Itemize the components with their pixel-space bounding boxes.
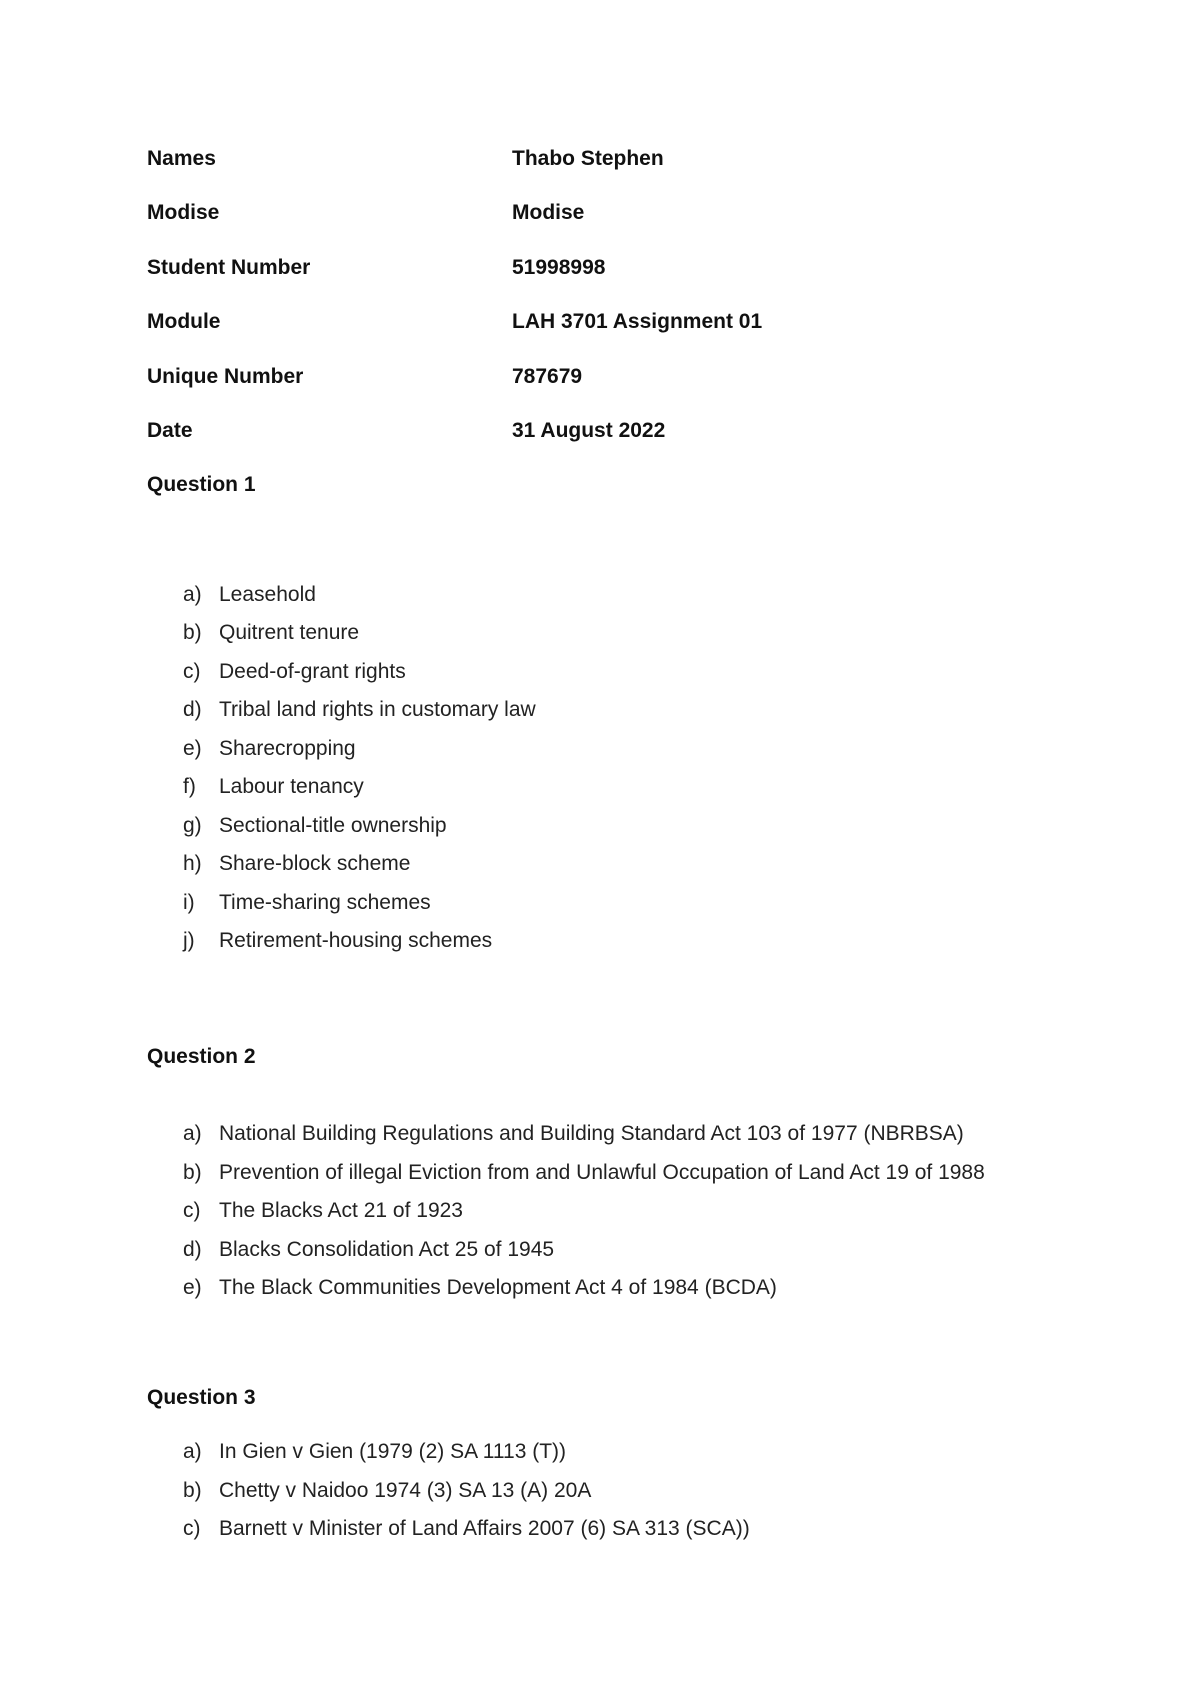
list-item: [183, 1437, 1133, 1467]
list-marker: b): [183, 1479, 202, 1502]
info-label: Modise: [147, 201, 220, 224]
list-text: Chetty v Naidoo 1974 (3) SA 13 (A) 20A: [219, 1479, 592, 1502]
info-label: Names: [147, 147, 216, 170]
list-text: Barnett v Minister of Land Affairs 2007 (6) SA 313 (SCA)): [219, 1517, 750, 1540]
info-label: Module: [147, 310, 221, 333]
list-text: Tribal land rights in customary law: [219, 698, 536, 721]
question-2-heading: Question 2: [147, 1045, 256, 1068]
info-value: 787679: [512, 365, 583, 388]
list-text: Labour tenancy: [219, 775, 364, 798]
list-item: [183, 888, 1133, 918]
list-text: Prevention of illegal Eviction from and Unlawful Occupation of Land Act 19 of 1988: [219, 1161, 985, 1184]
list-marker: d): [183, 1238, 202, 1261]
list-item: [183, 657, 1133, 687]
list-marker: e): [183, 1276, 202, 1299]
info-row-student-number: [147, 253, 1047, 283]
info-label: Date: [147, 419, 193, 442]
list-marker: c): [183, 1199, 201, 1222]
list-text: Deed-of-grant rights: [219, 660, 406, 683]
info-row-surname: [147, 198, 1047, 228]
list-item: [183, 1514, 1133, 1544]
list-text: Time-sharing schemes: [219, 891, 431, 914]
list-marker: b): [183, 621, 202, 644]
info-value: 31 August 2022: [512, 419, 666, 442]
list-item: [183, 1476, 1133, 1506]
list-item: [183, 1235, 1133, 1265]
list-item: [183, 811, 1133, 841]
list-text: Retirement-housing schemes: [219, 929, 493, 952]
list-text: Share-block scheme: [219, 852, 411, 875]
list-text: The Black Communities Development Act 4 of 1984 (BCDA): [219, 1276, 777, 1299]
list-text: National Building Regulations and Building Standard Act 103 of 1977 (NBRBSA): [219, 1122, 964, 1145]
list-item: [183, 1119, 1133, 1149]
list-text: Blacks Consolidation Act 25 of 1945: [219, 1238, 555, 1261]
info-label: Student Number: [147, 256, 311, 279]
info-label: Unique Number: [147, 365, 304, 388]
list-item: [183, 849, 1133, 879]
list-marker: a): [183, 1122, 202, 1145]
list-marker: a): [183, 1440, 202, 1463]
info-value: LAH 3701 Assignment 01: [512, 310, 763, 333]
list-marker: f): [183, 775, 196, 798]
question-1-heading: Question 1: [147, 473, 256, 496]
info-row-unique-number: [147, 362, 1047, 392]
list-text: Quitrent tenure: [219, 621, 360, 644]
list-text: The Blacks Act 21 of 1923: [219, 1199, 463, 1222]
list-item: [183, 1158, 1133, 1188]
list-item: [183, 695, 1133, 725]
info-row-date: [147, 416, 1047, 446]
list-item: [183, 926, 1133, 956]
list-item: [183, 1273, 1133, 1303]
list-marker: h): [183, 852, 202, 875]
list-marker: e): [183, 737, 202, 760]
list-marker: j): [183, 929, 195, 952]
list-text: Sectional-title ownership: [219, 814, 447, 837]
list-item: [183, 1196, 1133, 1226]
list-marker: c): [183, 1517, 201, 1540]
list-item: [183, 618, 1133, 648]
list-text: In Gien v Gien (1979 (2) SA 1113 (T)): [219, 1440, 567, 1463]
info-value: Thabo Stephen: [512, 147, 664, 170]
info-row-module: [147, 307, 1047, 337]
list-item: [183, 580, 1133, 610]
list-item: [183, 772, 1133, 802]
list-marker: b): [183, 1161, 202, 1184]
question-3-heading: Question 3: [147, 1386, 256, 1409]
list-text: Leasehold: [219, 583, 316, 606]
list-marker: c): [183, 660, 201, 683]
list-marker: a): [183, 583, 202, 606]
info-value: Modise: [512, 201, 585, 224]
list-marker: i): [183, 891, 195, 914]
info-row-names: [147, 144, 1047, 174]
list-text: Sharecropping: [219, 737, 356, 760]
list-marker: g): [183, 814, 202, 837]
list-marker: d): [183, 698, 202, 721]
list-item: [183, 734, 1133, 764]
info-value: 51998998: [512, 256, 606, 279]
